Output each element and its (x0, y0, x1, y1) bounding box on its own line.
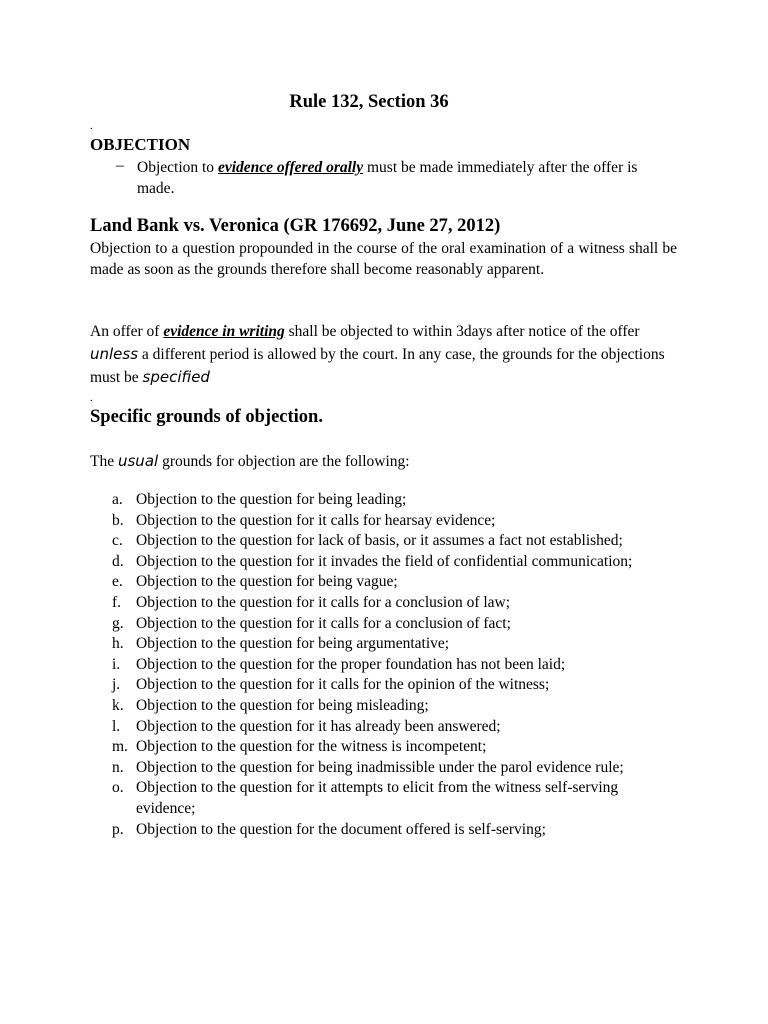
specified-emphasis: specified (142, 368, 210, 386)
intro-after: grounds for objection are the following: (158, 453, 410, 470)
usual-emphasis: usual (117, 452, 159, 470)
list-letter: b. (112, 511, 124, 529)
list-item-text: Objection to the question for it attempts to elicit from the witness self-serving evidence; (136, 779, 619, 817)
evidence-offered-orally-emphasis: evidence offered orally (217, 159, 364, 176)
objection-text-after: must be made immediately after the offer is made. (137, 159, 638, 197)
list-item (112, 758, 672, 779)
list-letter: f. (112, 593, 122, 611)
stray-dot: . (90, 120, 93, 132)
list-item-text: Objection to the question for it has already been answered; (136, 717, 501, 735)
stray-dot-2: . (90, 392, 93, 404)
objection-text-before: Objection to (137, 159, 218, 176)
bullet-dash: – (116, 157, 124, 174)
list-item (112, 572, 672, 593)
list-letter: p. (112, 820, 124, 838)
unless-emphasis: unless (90, 345, 139, 363)
list-item-text: Objection to the question for being inadmissible under the parol evidence rule; (136, 758, 624, 776)
list-item (112, 552, 672, 573)
list-letter: m. (112, 738, 128, 756)
list-item (112, 778, 672, 819)
list-item-text: Objection to the question for it calls for hearsay evidence; (136, 511, 496, 529)
list-item-text: Objection to the question for it calls for a conclusion of fact; (136, 614, 511, 632)
list-item (112, 675, 672, 696)
para2-before: An offer of (90, 323, 164, 340)
list-letter: l. (112, 717, 121, 735)
list-item-text: Objection to the question for being argumentative; (136, 635, 450, 653)
list-letter: c. (112, 532, 123, 550)
case-heading: Land Bank vs. Veronica (GR 176692, June 27, 2012) (90, 216, 501, 236)
grounds-list (112, 490, 672, 840)
list-letter: e. (112, 573, 123, 591)
list-letter: a. (112, 491, 123, 508)
list-item-text: Objection to the question for being vague; (136, 573, 398, 591)
page-title: Rule 132, Section 36 (289, 92, 449, 112)
objection-heading: OBJECTION (90, 135, 191, 154)
list-item (112, 820, 672, 841)
list-letter: k. (112, 696, 124, 714)
list-item-text: Objection to the question for being misleading; (136, 696, 429, 714)
list-item (112, 593, 672, 614)
list-item (112, 490, 672, 511)
objection-bullet-text (137, 157, 677, 199)
list-item-text: Objection to the question for the document offered is self-serving; (136, 820, 546, 838)
list-item (112, 511, 672, 532)
list-item (112, 717, 672, 738)
list-item-text: Objection to the question for it calls for a conclusion of law; (136, 593, 511, 611)
list-letter: j. (112, 676, 121, 694)
list-item-text: Objection to the question for it invades the field of confidential communication; (136, 552, 633, 570)
case-paragraph-2 (90, 321, 690, 389)
list-letter: n. (112, 758, 124, 776)
para2-middle: shall be objected to within 3days after notice of the offer (284, 323, 640, 340)
list-item-text: Objection to the question for the proper foundation has not been laid; (136, 655, 566, 673)
list-item (112, 614, 672, 635)
list-item (112, 655, 672, 676)
list-item-text: Objection to the question for lack of basis, or it assumes a fact not established; (136, 532, 623, 550)
list-item-text: Objection to the question for it calls for the opinion of the witness; (136, 676, 550, 694)
evidence-in-writing-emphasis: evidence in writing (163, 323, 285, 340)
case-paragraph-1: Objection to a question propounded in the course of the oral examination of a witness shall be made as soon as the grounds therefore shall become reasonably apparent. (90, 240, 677, 278)
list-letter: g. (112, 614, 124, 632)
list-letter: o. (112, 779, 124, 797)
list-item-text: Objection to the question for being leading; (136, 491, 407, 508)
list-letter: i. (112, 655, 121, 673)
list-item (112, 531, 672, 552)
list-item (112, 737, 672, 758)
list-item-text: Objection to the question for the witness is incompetent; (136, 738, 487, 756)
intro-before: The (90, 453, 118, 470)
list-letter: d. (112, 552, 124, 570)
specific-grounds-heading: Specific grounds of objection. (90, 407, 323, 427)
list-item (112, 696, 672, 717)
para2-after: a different period is allowed by the court. In any case, the grounds for the objections must be (90, 346, 665, 386)
grounds-intro (90, 450, 690, 473)
list-item (112, 634, 672, 655)
list-letter: h. (112, 635, 124, 653)
